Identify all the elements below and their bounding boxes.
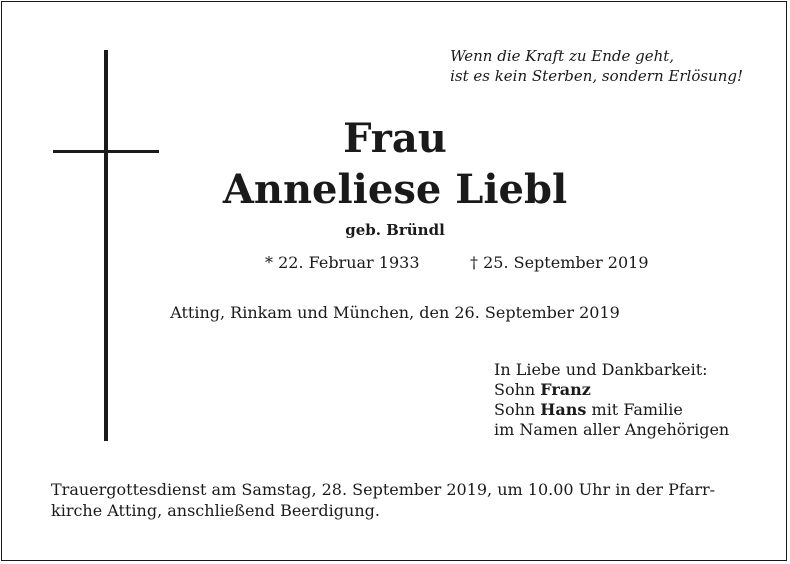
son-2-prefix: Sohn bbox=[494, 400, 536, 419]
service-line-2: kirche Atting, anschließend Beerdigung. bbox=[51, 501, 380, 520]
mourner-son-2 bbox=[494, 400, 729, 420]
death-date: † 25. September 2019 bbox=[470, 253, 649, 272]
motto-line-2: ist es kein Sterben, sondern Erlösung! bbox=[450, 67, 743, 85]
son-2-suffix: mit Familie bbox=[591, 400, 683, 419]
deceased-name: Anneliese Liebl bbox=[222, 166, 568, 213]
mourners-intro: In Liebe und Dankbarkeit: bbox=[494, 360, 708, 379]
mourners-block bbox=[494, 360, 729, 440]
maiden-name: geb. Bründl bbox=[345, 221, 445, 239]
service-line-1: Trauergottesdienst am Samstag, 28. September 2019, um 10.00 Uhr in der Pfarr- bbox=[51, 480, 716, 499]
birth-date: * 22. Februar 1933 bbox=[265, 253, 420, 272]
son-1-name: Franz bbox=[540, 380, 591, 399]
motto-line-1: Wenn die Kraft zu Ende geht, bbox=[450, 47, 675, 65]
funeral-service-info bbox=[51, 479, 741, 521]
son-2-name: Hans bbox=[540, 400, 587, 419]
son-1-prefix: Sohn bbox=[494, 380, 536, 399]
mourner-son-1 bbox=[494, 380, 729, 400]
place-and-date: Atting, Rinkam und München, den 26. September 2019 bbox=[170, 303, 620, 322]
cross-vertical-bar bbox=[104, 50, 108, 441]
mourners-relatives: im Namen aller Angehörigen bbox=[494, 420, 730, 439]
motto bbox=[450, 46, 743, 86]
salutation: Frau bbox=[343, 115, 447, 162]
